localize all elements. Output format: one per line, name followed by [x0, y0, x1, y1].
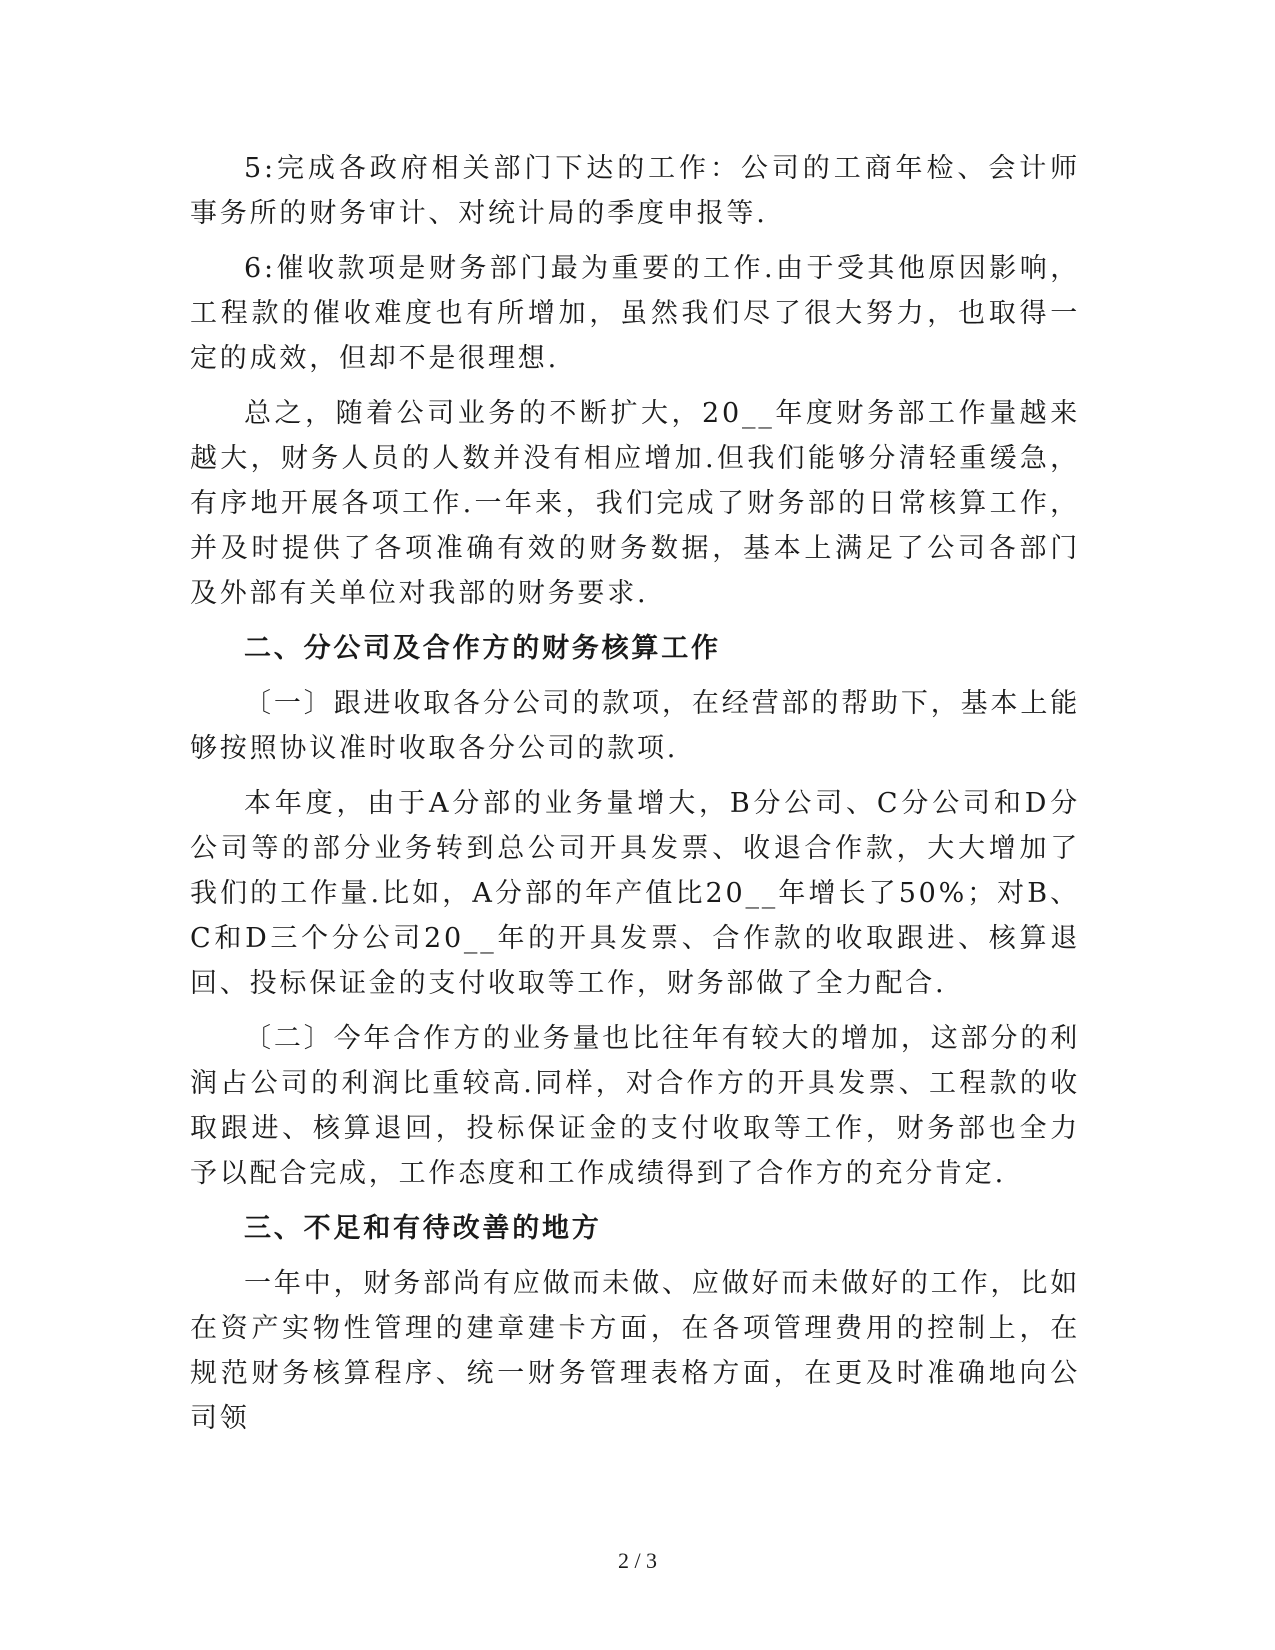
- paragraph-subsection-2: 〔二〕今年合作方的业务量也比往年有较大的增加，这部分的利润占公司的利润比重较高.同样，对合作方的开具发票、工程款的收取跟进、核算退回，投标保证金的支付收取等工作，财务部也全力予以配合完成，工作态度和工作成绩得到了合作方的充分肯定.: [190, 1023, 1080, 1189]
- paragraph-item-5: 5:完成各政府相关部门下达的工作：公司的工商年检、会计师事务所的财务审计、对统计局的季度申报等.: [190, 153, 1080, 229]
- section-heading-2: 二、分公司及合作方的财务核算工作: [244, 633, 721, 664]
- section-heading-3: 三、不足和有待改善的地方: [244, 1213, 602, 1244]
- document-body: [190, 146, 1080, 1451]
- paragraph-shortcomings: 一年中，财务部尚有应做而未做、应做好而未做好的工作，比如在资产实物性管理的建章建卡方面，在各项管理费用的控制上，在规范财务核算程序、统一财务管理表格方面，在更及时准确地向公司领: [190, 1268, 1080, 1434]
- paragraph-summary: 总之，随着公司业务的不断扩大，20__年度财务部工作量越来越大，财务人员的人数并没有相应增加.但我们能够分清轻重缓急，有序地开展各项工作.一年来，我们完成了财务部的日常核算工作，并及时提供了各项准确有效的财务数据，基本上满足了公司各部门及外部有关单位对我部的财务要求.: [190, 398, 1080, 609]
- paragraph-subsection-1: 〔一〕跟进收取各分公司的款项，在经营部的帮助下，基本上能够按照协议准时收取各分公司的款项.: [190, 688, 1080, 764]
- paragraph-annual: 本年度，由于A分部的业务量增大，B分公司、C分公司和D分公司等的部分业务转到总公司开具发票、收退合作款，大大增加了我们的工作量.比如，A分部的年产值比20__年增长了50%；对B、C和D三个分公司20__年的开具发票、合作款的收取跟进、核算退回、投标保证金的支付收取等工作，财务部做了全力配合.: [190, 788, 1080, 999]
- page-number: 2 / 3: [617, 1548, 658, 1573]
- paragraph-item-6: 6:催收款项是财务部门最为重要的工作.由于受其他原因影响，工程款的催收难度也有所增加，虽然我们尽了很大努力，也取得一定的成效，但却不是很理想.: [190, 253, 1080, 374]
